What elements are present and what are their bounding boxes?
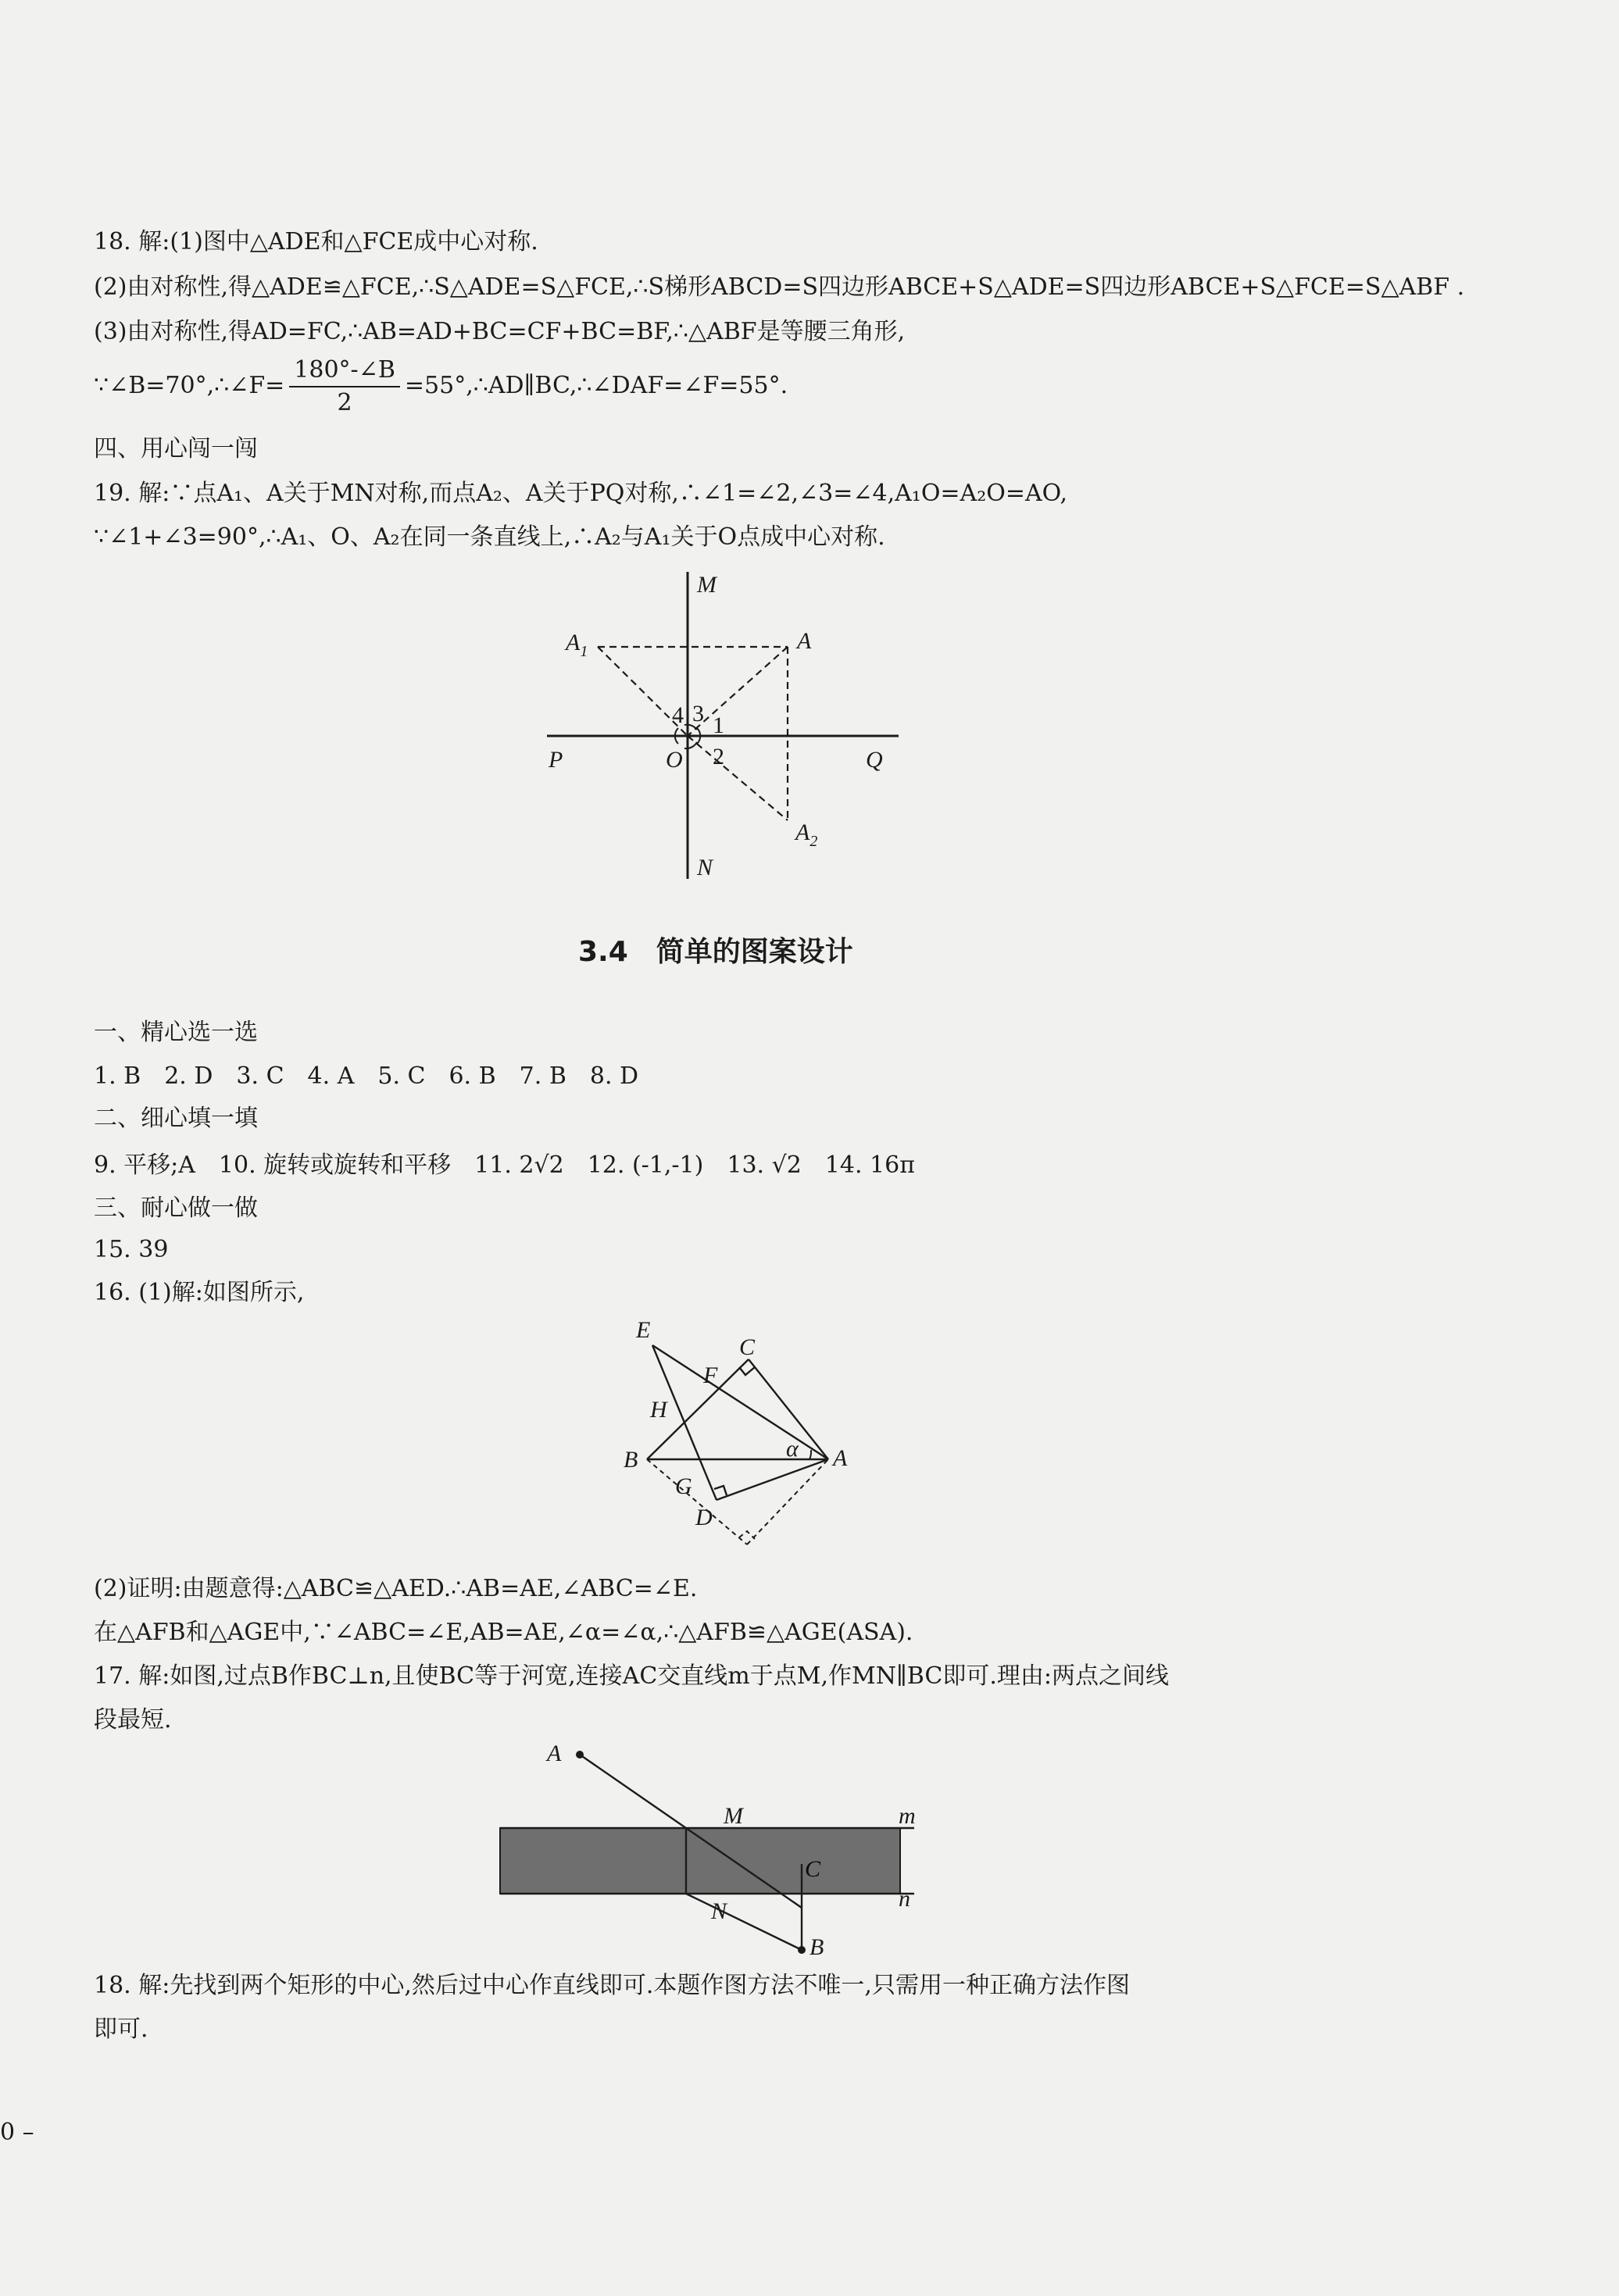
answer-19-1: 19. 解:∵点A₁、A关于MN对称,而点A₂、A关于PQ对称,∴∠1=∠2,∠3=∠4,A₁O=A₂O=AO, [94, 480, 1068, 507]
label-2: 2 [713, 744, 724, 769]
answer-17-2: 段最短. [94, 1706, 172, 1734]
label-B: B [624, 1447, 638, 1473]
section-heading-3: 三、耐心做一做 [94, 1194, 258, 1222]
label-M: M [697, 572, 717, 598]
answer-16-2: (2)证明:由题意得:△ABC≌△AED.∴AB=AE,∠ABC=∠E. [94, 1575, 698, 1602]
section-heading-1: 一、精心选一选 [94, 1019, 258, 1046]
answer-18-3: (3)由对称性,得AD=FC,∴AB=AD+BC=CF+BC=BF,∴△ABF是等腰三角形, [94, 318, 906, 345]
label-P: P [549, 747, 563, 773]
label-4: 4 [672, 702, 684, 728]
label-O: O [666, 747, 683, 773]
answer-18b-1: 18. 解:先找到两个矩形的中心,然后过中心作直线即可.本题作图方法不唯一,只需用一种正确方法作图 [94, 1972, 1130, 1999]
fraction-numerator: 180°-∠B [289, 355, 400, 387]
fill-answers: 9. 平移;A 10. 旋转或旋转和平移 11. 2√2 12. (-1,-1) 13. √2 14. 16π [94, 1152, 915, 1179]
label-3: 3 [692, 701, 704, 727]
section-heading-4: 四、用心闯一闯 [94, 435, 258, 462]
answer-19-2: ∵∠1+∠3=90°,∴A₁、O、A₂在同一条直线上,∴A₂与A₁关于O点成中心对称. [94, 523, 885, 551]
label-E: E [636, 1317, 651, 1343]
figure-symmetry-axes [531, 562, 906, 891]
figure-river-bridge [484, 1726, 938, 1961]
answer-18-2: (2)由对称性,得△ADE≌△FCE,∴S△ADE=S△FCE,∴S梯形ABCD=S四边形ABCE+S△ADE=S四边形ABCE+S△FCE=S△ABF . [94, 273, 1465, 301]
answer-15: 15. 39 [94, 1236, 169, 1263]
label-N: N [711, 1898, 727, 1924]
fraction [289, 355, 400, 419]
answer-16-1: 16. (1)解:如图所示, [94, 1279, 305, 1306]
label-alpha: α [786, 1436, 799, 1462]
section-title: 3.4 简单的图案设计 [578, 936, 853, 968]
fraction-denominator: 2 [337, 389, 352, 416]
page-number: 0 – [0, 2119, 34, 2146]
label-N: N [697, 855, 713, 880]
label-F: F [703, 1362, 718, 1388]
answer-18-3-calc [94, 353, 788, 419]
calc-post: =55°,∴AD∥BC,∴∠DAF=∠F=55°. [404, 372, 788, 399]
label-m: m [899, 1803, 916, 1829]
label-D: D [695, 1505, 713, 1530]
label-A: A [797, 628, 812, 654]
answer-16-3: 在△AFB和△AGE中,∵∠ABC=∠E,AB=AE,∠α=∠α,∴△AFB≌△AGE(ASA). [94, 1619, 913, 1646]
label-C: C [739, 1334, 756, 1360]
label-Q: Q [866, 747, 883, 773]
label-A1: $A_1$ [566, 630, 588, 660]
calc-pre: ∵∠B=70°,∴∠F= [94, 372, 285, 399]
label-A: A [833, 1445, 848, 1471]
label-A: A [547, 1741, 562, 1766]
label-B: B [810, 1934, 824, 1960]
label-A2: $A_2$ [795, 819, 818, 850]
choice-answers: 1. B 2. D 3. C 4. A 5. C 6. B 7. B 8. D [94, 1062, 639, 1090]
label-M: M [724, 1803, 743, 1829]
label-G: G [675, 1473, 692, 1499]
label-H: H [650, 1397, 667, 1423]
section-heading-2: 二、细心填一填 [94, 1105, 258, 1132]
answer-18b-2: 即可. [94, 2016, 148, 2043]
label-n: n [899, 1886, 910, 1912]
answer-17-1: 17. 解:如图,过点B作BC⊥n,且使BC等于河宽,连接AC交直线m于点M,作MN∥BC即可.理由:两点之间线 [94, 1662, 1170, 1690]
figure-triangles [578, 1312, 875, 1562]
answer-18-1: 18. 解:(1)图中△ADE和△FCE成中心对称. [94, 228, 538, 255]
label-C: C [805, 1856, 821, 1882]
label-1: 1 [713, 712, 724, 738]
